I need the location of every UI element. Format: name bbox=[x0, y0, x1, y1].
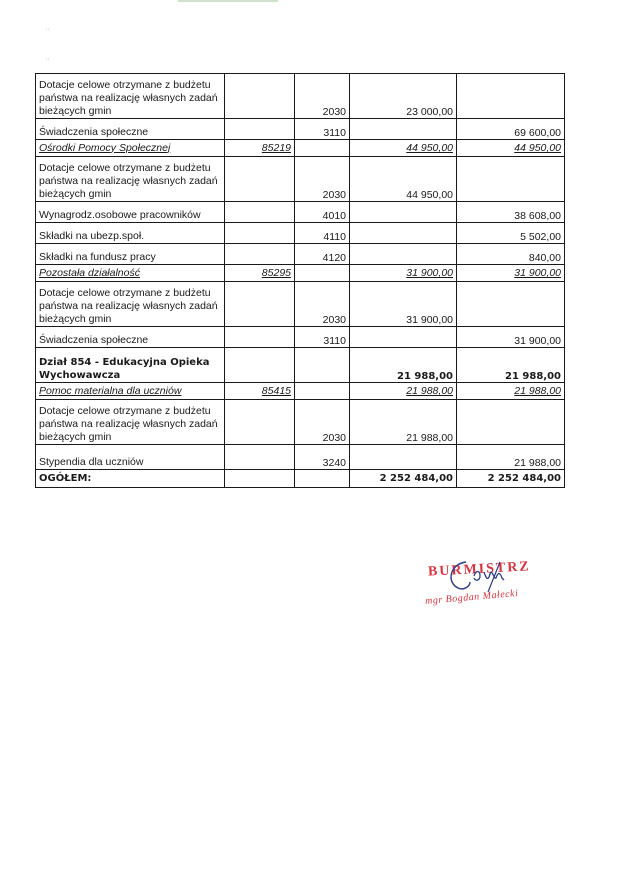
row-name: Pomoc materialna dla uczniów bbox=[36, 383, 225, 400]
row-chapter bbox=[225, 119, 295, 140]
row-chapter bbox=[225, 202, 295, 223]
row-plan bbox=[350, 445, 457, 470]
section-name: Dział 854 - Edukacyjna Opieka Wychowawcza bbox=[36, 348, 225, 383]
scan-speck: ¨ bbox=[46, 57, 49, 67]
row-paragraph bbox=[295, 383, 350, 400]
row-plan: 23 000,00 bbox=[350, 74, 457, 119]
table-row bbox=[36, 265, 565, 282]
total-expenses: 2 252 484,00 bbox=[457, 470, 565, 488]
row-chapter bbox=[225, 74, 295, 119]
table-row bbox=[36, 223, 565, 244]
row-name: Składki na ubezp.społ. bbox=[36, 223, 225, 244]
total-label: OGÓŁEM: bbox=[36, 470, 225, 488]
row-name: Ośrodki Pomocy Społecznej bbox=[36, 140, 225, 157]
row-plan bbox=[350, 119, 457, 140]
row-paragraph: 3110 bbox=[295, 119, 350, 140]
row-plan: 31 900,00 bbox=[350, 282, 457, 327]
row-plan bbox=[350, 223, 457, 244]
table-row bbox=[36, 119, 565, 140]
row-expenses: 31 900,00 bbox=[457, 265, 565, 282]
row-chapter bbox=[225, 327, 295, 348]
row-name: Składki na fundusz pracy bbox=[36, 244, 225, 265]
row-expenses: 21 988,00 bbox=[457, 445, 565, 470]
row-name: Dotacje celowe otrzymane z budżetu państwa na realizację własnych zadań bieżących gmin bbox=[36, 282, 225, 327]
row-plan: 44 950,00 bbox=[350, 140, 457, 157]
stamp-name: mgr Bogdan Małecki bbox=[424, 587, 519, 608]
table-row-section bbox=[36, 348, 565, 383]
row-name: Dotacje celowe otrzymane z budżetu państwa na realizację własnych zadań bieżących gmin bbox=[36, 74, 225, 119]
row-paragraph bbox=[295, 348, 350, 383]
row-expenses: 5 502,00 bbox=[457, 223, 565, 244]
row-plan bbox=[350, 202, 457, 223]
mayor-stamp bbox=[400, 548, 540, 614]
table-row bbox=[36, 445, 565, 470]
row-expenses: 38 608,00 bbox=[457, 202, 565, 223]
total-empty-cell bbox=[295, 470, 350, 488]
row-paragraph: 4110 bbox=[295, 223, 350, 244]
row-chapter bbox=[225, 282, 295, 327]
row-chapter bbox=[225, 400, 295, 445]
row-expenses: 840,00 bbox=[457, 244, 565, 265]
row-plan: 31 900,00 bbox=[350, 265, 457, 282]
row-chapter bbox=[225, 223, 295, 244]
stamp-title: BURMISTRZ bbox=[427, 559, 532, 580]
row-name: Pozostała działalność bbox=[36, 265, 225, 282]
row-name: Wynagrodz.osobowe pracowników bbox=[36, 202, 225, 223]
row-paragraph: 2030 bbox=[295, 400, 350, 445]
budget-table bbox=[35, 73, 565, 488]
top-rule bbox=[178, 0, 278, 2]
row-name: Świadczenia społeczne bbox=[36, 119, 225, 140]
row-plan bbox=[350, 244, 457, 265]
row-plan: 21 988,00 bbox=[350, 348, 457, 383]
row-expenses bbox=[457, 282, 565, 327]
table-row bbox=[36, 202, 565, 223]
row-plan: 21 988,00 bbox=[350, 383, 457, 400]
row-paragraph: 3240 bbox=[295, 445, 350, 470]
row-chapter: 85219 bbox=[225, 140, 295, 157]
row-paragraph: 4120 bbox=[295, 244, 350, 265]
row-expenses: 21 988,00 bbox=[457, 348, 565, 383]
row-chapter bbox=[225, 445, 295, 470]
row-plan: 21 988,00 bbox=[350, 400, 457, 445]
total-empty-cell bbox=[225, 470, 295, 488]
table-row bbox=[36, 244, 565, 265]
row-chapter: 85415 bbox=[225, 383, 295, 400]
table-row bbox=[36, 157, 565, 202]
row-paragraph: 3110 bbox=[295, 327, 350, 348]
row-expenses bbox=[457, 157, 565, 202]
row-expenses: 44 950,00 bbox=[457, 140, 565, 157]
row-paragraph: 2030 bbox=[295, 157, 350, 202]
row-name: Dotacje celowe otrzymane z budżetu państwa na realizację własnych zadań bieżących gmin bbox=[36, 400, 225, 445]
row-chapter bbox=[225, 244, 295, 265]
table-row bbox=[36, 140, 565, 157]
row-chapter bbox=[225, 157, 295, 202]
row-plan bbox=[350, 327, 457, 348]
table-row bbox=[36, 327, 565, 348]
row-paragraph: 2030 bbox=[295, 74, 350, 119]
total-plan: 2 252 484,00 bbox=[350, 470, 457, 488]
row-paragraph: 4010 bbox=[295, 202, 350, 223]
row-name: Świadczenia społeczne bbox=[36, 327, 225, 348]
table-row bbox=[36, 74, 565, 119]
row-paragraph: 2030 bbox=[295, 282, 350, 327]
row-chapter: 85295 bbox=[225, 265, 295, 282]
row-paragraph bbox=[295, 265, 350, 282]
table-row bbox=[36, 383, 565, 400]
row-expenses: 69 600,00 bbox=[457, 119, 565, 140]
row-expenses: 21 988,00 bbox=[457, 383, 565, 400]
row-expenses: 31 900,00 bbox=[457, 327, 565, 348]
row-name: Dotacje celowe otrzymane z budżetu państwa na realizację własnych zadań bieżących gmin bbox=[36, 157, 225, 202]
row-expenses bbox=[457, 74, 565, 119]
row-expenses bbox=[457, 400, 565, 445]
table-row bbox=[36, 400, 565, 445]
row-plan: 44 950,00 bbox=[350, 157, 457, 202]
scan-speck: ¨ bbox=[46, 27, 49, 37]
table-row-total bbox=[36, 470, 565, 488]
row-chapter bbox=[225, 348, 295, 383]
row-paragraph bbox=[295, 140, 350, 157]
table-row bbox=[36, 282, 565, 327]
row-name: Stypendia dla uczniów bbox=[36, 445, 225, 470]
